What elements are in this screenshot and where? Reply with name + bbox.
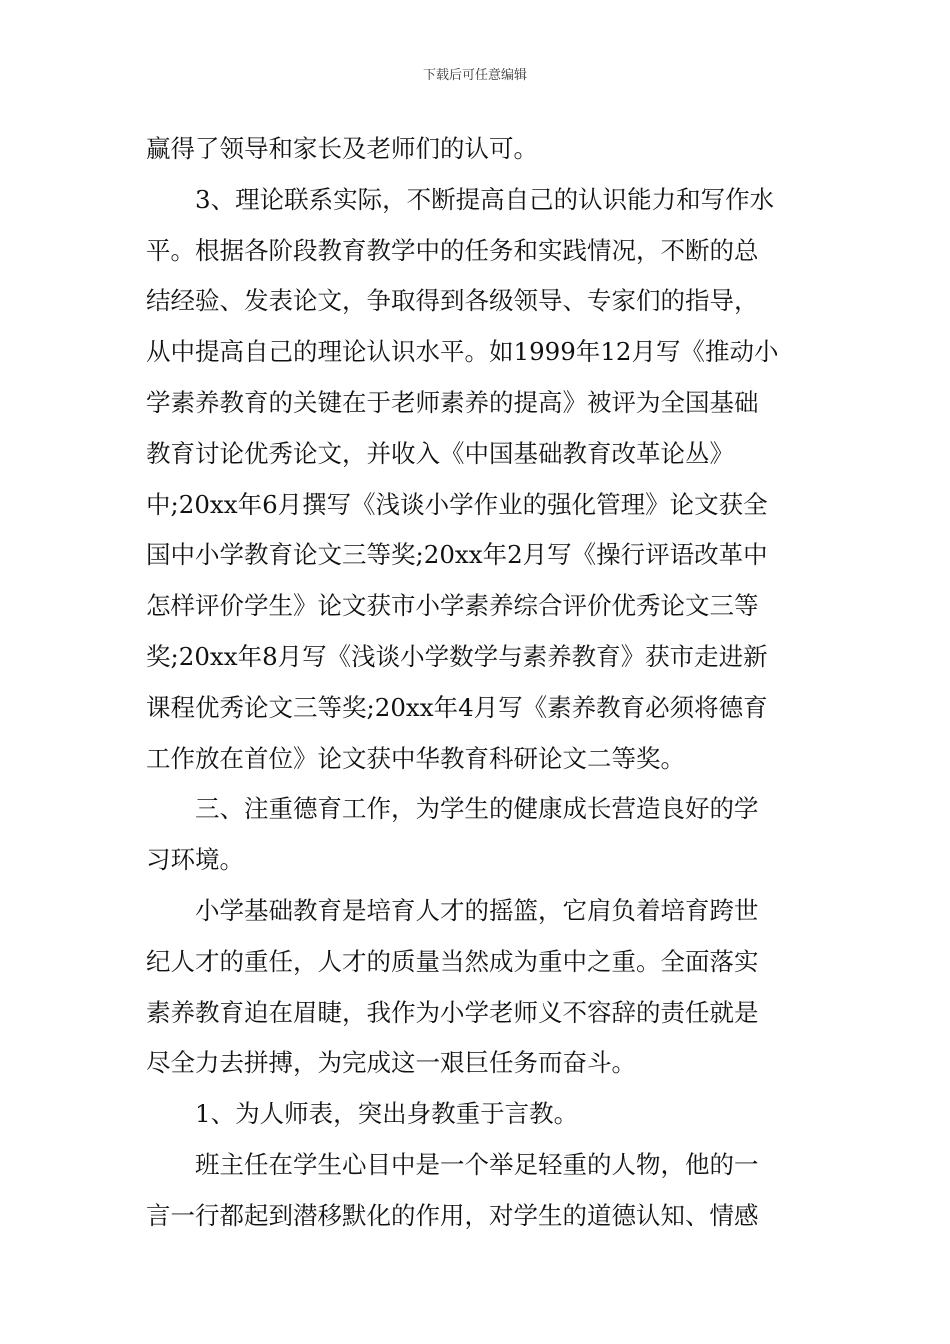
text-line: 学素养教育的关键在于老师素养的提高》被评为全国基础 <box>146 387 759 417</box>
text-line: 纪人才的重任，人才的质量当然成为重中之重。全面落实 <box>146 946 759 976</box>
paragraph-first-line: 小学基础教育是培育人才的摇篮，它肩负着培育跨世 <box>195 895 759 925</box>
text-line: 国中小学教育论文三等奖;20xx年2月写《操行评语改革中 <box>146 540 768 570</box>
text-line: 结经验、发表论文，争取得到各级领导、专家们的指导， <box>146 286 759 316</box>
section-heading: 三、注重德育工作，为学生的健康成长营造良好的学 <box>195 794 759 824</box>
paragraph-first-line: 3、理论联系实际，不断提高自己的认识能力和写作水 <box>195 184 775 214</box>
text-line: 言一行都起到潜移默化的作用，对学生的道德认知、情感 <box>146 1200 759 1230</box>
text-line: 赢得了领导和家长及老师们的认可。 <box>146 134 538 163</box>
text-line: 怎样评价学生》论文获市小学素养综合评价优秀论文三等 <box>146 591 759 621</box>
subsection-heading: 1、为人师表，突出身教重于言教。 <box>195 1099 579 1129</box>
text-line: 奖;20xx年8月写《浅谈小学数学与素养教育》获市走进新 <box>146 641 768 671</box>
text-line: 中;20xx年6月撰写《浅谈小学作业的强化管理》论文获全 <box>146 489 768 519</box>
text-line: 尽全力去拼搏，为完成这一艰巨任务而奋斗。 <box>146 1048 636 1078</box>
text-line: 平。根据各阶段教育教学中的任务和实践情况，不断的总 <box>146 235 759 265</box>
text-line: 从中提高自己的理论认识水平。如1999年12月写《推动小 <box>146 337 779 367</box>
document-body <box>146 124 808 1242</box>
page-header: 下载后可任意编辑 <box>422 68 527 83</box>
paragraph-first-line: 班主任在学生心目中是一个举足轻重的人物，他的一 <box>195 1149 759 1179</box>
text-line: 教育讨论优秀论文，并收入《中国基础教育改革论丛》 <box>146 438 734 468</box>
text-line: 工作放在首位》论文获中华教育科研论文二等奖。 <box>146 743 685 773</box>
text-line: 习环境。 <box>146 845 244 875</box>
text-line: 课程优秀论文三等奖;20xx年4月写《素养教育必须将德育 <box>146 692 768 722</box>
text-line: 素养教育迫在眉睫，我作为小学老师义不容辞的责任就是 <box>146 997 759 1027</box>
